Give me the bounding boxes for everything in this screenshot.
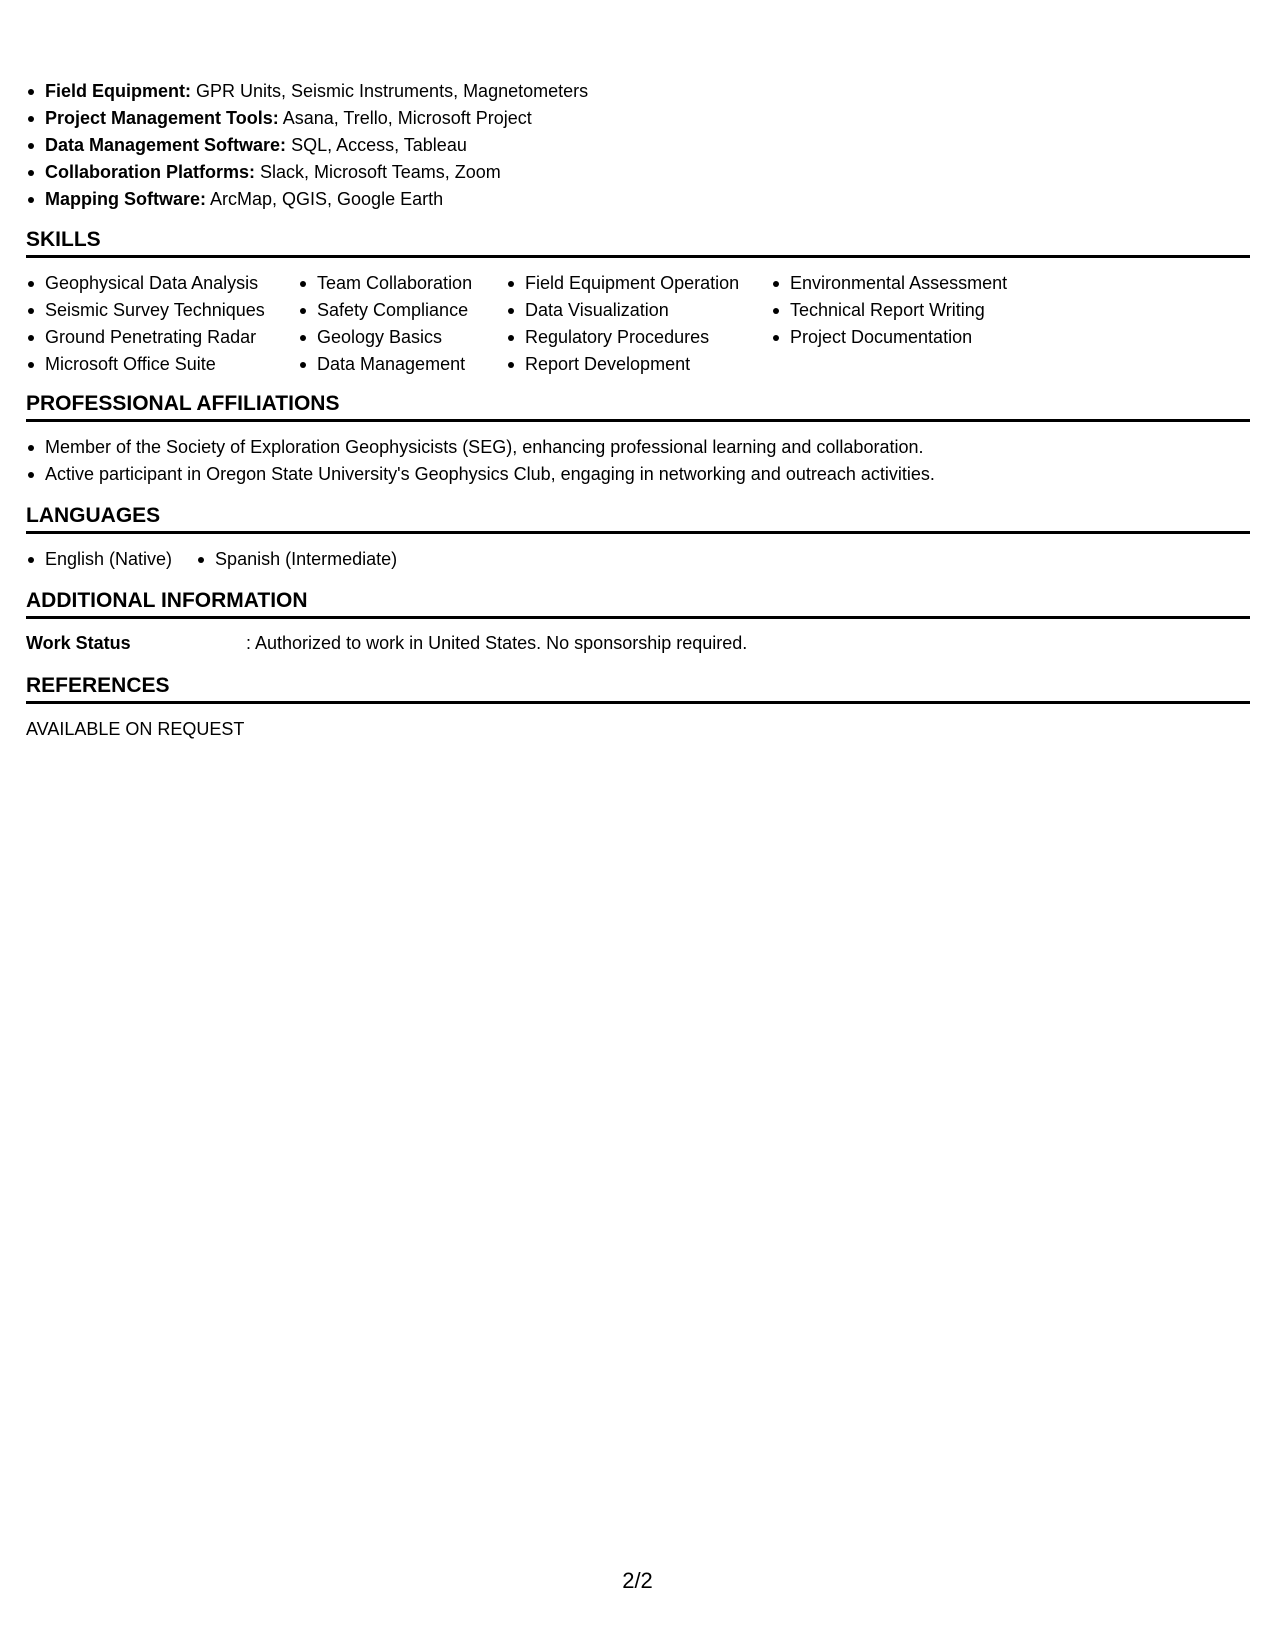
list-item: Project Documentation — [771, 324, 1071, 351]
list-item: Regulatory Procedures — [506, 324, 771, 351]
languages-list — [26, 546, 421, 573]
languages-heading: LANGUAGES — [26, 502, 1250, 534]
additional-info-heading: ADDITIONAL INFORMATION — [26, 587, 1250, 619]
list-item — [26, 105, 588, 132]
list-item: Data Management — [298, 351, 506, 378]
list-item — [26, 186, 588, 213]
list-item: Data Visualization — [506, 297, 771, 324]
list-item: Team Collaboration — [298, 270, 506, 297]
affiliations-list — [26, 434, 935, 488]
tools-list — [26, 78, 588, 213]
tool-value: GPR Units, Seismic Instruments, Magnetometers — [191, 81, 589, 101]
list-item: Environmental Assessment — [771, 270, 1071, 297]
list-item — [26, 159, 588, 186]
tool-label: Project Management Tools: — [45, 108, 279, 128]
list-item: Safety Compliance — [298, 297, 506, 324]
list-item: Microsoft Office Suite — [26, 351, 298, 378]
tool-label: Mapping Software: — [45, 189, 206, 209]
list-item: Technical Report Writing — [771, 297, 1071, 324]
references-text: AVAILABLE ON REQUEST — [26, 719, 245, 739]
references-heading: REFERENCES — [26, 672, 1250, 704]
skills-column — [771, 270, 1071, 378]
list-item: Field Equipment Operation — [506, 270, 771, 297]
work-status-row — [26, 630, 747, 657]
tool-value: ArcMap, QGIS, Google Earth — [206, 189, 444, 209]
skills-column — [298, 270, 506, 378]
list-item: English (Native) — [26, 546, 172, 573]
work-status-label: Work Status — [26, 633, 131, 653]
list-item: Spanish (Intermediate) — [196, 546, 397, 573]
skills-column — [26, 270, 298, 378]
skills-heading: SKILLS — [26, 226, 1250, 258]
list-item: Active participant in Oregon State University's Geophysics Club, engaging in networking and outreach activities. — [26, 461, 935, 488]
list-item — [26, 78, 588, 105]
tool-label: Collaboration Platforms: — [45, 162, 256, 182]
skills-grid — [26, 270, 1071, 378]
tool-value: Asana, Trello, Microsoft Project — [278, 108, 532, 128]
list-item — [26, 132, 588, 159]
list-item: Member of the Society of Exploration Geophysicists (SEG), enhancing professional learning and collaboration. — [26, 434, 935, 461]
page-number: 2/2 — [622, 1568, 653, 1593]
list-item: Geophysical Data Analysis — [26, 270, 298, 297]
work-status-value: : Authorized to work in United States. No sponsorship required. — [246, 633, 748, 653]
tool-value: SQL, Access, Tableau — [286, 135, 467, 155]
skills-column — [506, 270, 771, 378]
list-item: Seismic Survey Techniques — [26, 297, 298, 324]
list-item: Geology Basics — [298, 324, 506, 351]
affiliations-heading: PROFESSIONAL AFFILIATIONS — [26, 390, 1250, 422]
list-item: Report Development — [506, 351, 771, 378]
tool-label: Field Equipment: — [45, 81, 191, 101]
list-item: Ground Penetrating Radar — [26, 324, 298, 351]
tool-label: Data Management Software: — [45, 135, 287, 155]
tool-value: Slack, Microsoft Teams, Zoom — [255, 162, 501, 182]
